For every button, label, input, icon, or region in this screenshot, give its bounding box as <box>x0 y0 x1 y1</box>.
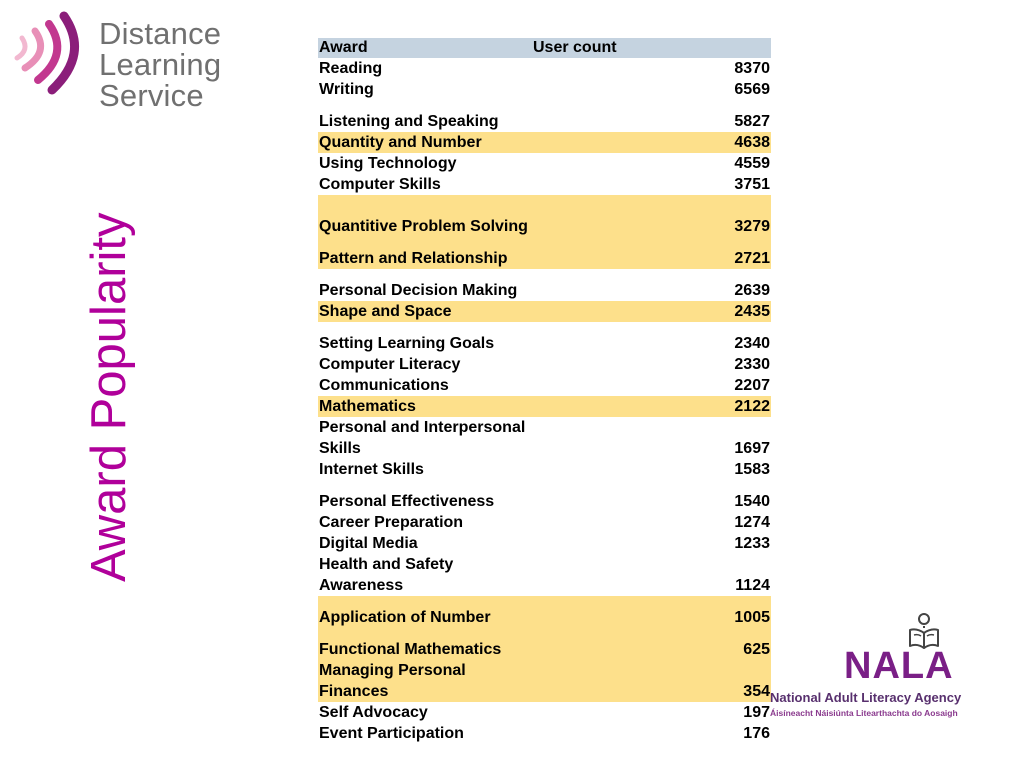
distance-learning-service-logo <box>12 10 232 113</box>
table-row <box>318 459 771 480</box>
table-row <box>318 596 771 628</box>
award-name: Setting Learning Goals <box>319 335 495 352</box>
award-name: Quantitive Problem Solving <box>318 195 533 237</box>
award-name: Digital Media <box>319 535 418 552</box>
award-name: Self Advocacy <box>319 704 428 721</box>
dls-logo-line-1: Distance <box>99 16 222 51</box>
award-name: Reading <box>319 60 383 77</box>
table-row <box>318 58 771 79</box>
dls-logo-line-2: Learning <box>99 47 222 82</box>
award-name: Writing <box>319 81 374 98</box>
table-row <box>318 195 771 237</box>
user-count: 6569 <box>734 81 770 98</box>
nala-english-name: National Adult Literacy Agency <box>770 690 962 705</box>
user-count: 1274 <box>734 514 770 531</box>
user-count: 1583 <box>734 461 770 478</box>
user-count: 354 <box>533 660 771 702</box>
table-row <box>318 660 771 702</box>
user-count: 2330 <box>734 356 770 373</box>
user-count: 5827 <box>734 113 770 130</box>
table-row <box>318 375 771 396</box>
dls-arcs-icon <box>12 10 92 100</box>
user-count: 197 <box>743 704 770 721</box>
table-row <box>318 533 771 554</box>
user-count: 3279 <box>533 195 771 237</box>
table-row <box>318 480 771 512</box>
award-name: Pattern and Relationship <box>318 237 533 269</box>
user-count: 2122 <box>533 396 771 417</box>
table-row <box>318 723 771 744</box>
award-name: Career Preparation <box>319 514 464 531</box>
table-row <box>318 132 771 153</box>
table-row <box>318 554 771 596</box>
user-count: 1124 <box>735 577 770 594</box>
award-name: Functional Mathematics <box>318 628 533 660</box>
table-row <box>318 417 771 459</box>
award-name: Using Technology <box>319 155 457 172</box>
award-table <box>318 38 771 744</box>
table-row <box>318 396 771 417</box>
user-count: 625 <box>533 628 771 660</box>
table-row <box>318 512 771 533</box>
user-count: 2207 <box>734 377 770 394</box>
table-row <box>318 301 771 322</box>
award-name: Personal and Interpersonal Skills <box>319 419 526 457</box>
award-name: Computer Literacy <box>319 356 461 373</box>
nala-acronym: NALA <box>844 645 954 687</box>
table-row <box>318 322 771 354</box>
user-count: 2639 <box>734 282 770 299</box>
user-count: 1233 <box>734 535 770 552</box>
award-name: Managing Personal Finances <box>318 660 533 702</box>
award-name: Shape and Space <box>318 301 533 322</box>
award-name: Personal Decision Making <box>319 282 518 299</box>
user-count: 4559 <box>734 155 770 172</box>
table-body <box>318 58 771 744</box>
user-count: 4638 <box>533 132 771 153</box>
user-count: 1005 <box>533 596 771 628</box>
table-row <box>318 153 771 174</box>
nala-irish-name: Áisíneacht Náisiúnta Litearthachta do Aosaigh <box>770 708 958 718</box>
user-count: 1540 <box>734 493 770 510</box>
user-count: 3751 <box>734 176 770 193</box>
table-row <box>318 100 771 132</box>
table-row <box>318 237 771 269</box>
award-name: Listening and Speaking <box>319 113 499 130</box>
page-title: Award Popularity <box>82 212 136 582</box>
table-row <box>318 354 771 375</box>
dls-logo-line-3: Service <box>99 78 204 113</box>
table-row <box>318 269 771 301</box>
user-count: 2435 <box>533 301 771 322</box>
user-count: 2721 <box>533 237 771 269</box>
user-count: 176 <box>743 725 770 742</box>
award-name: Quantity and Number <box>318 132 533 153</box>
header-award: Award <box>318 38 533 58</box>
user-count: 2340 <box>734 335 770 352</box>
table-row <box>318 702 771 723</box>
user-count: 8370 <box>734 60 770 77</box>
award-name: Application of Number <box>318 596 533 628</box>
table-row <box>318 79 771 100</box>
award-name: Internet Skills <box>319 461 424 478</box>
header-user-count: User count <box>533 38 771 58</box>
nala-logo <box>762 612 962 722</box>
award-name: Mathematics <box>318 396 533 417</box>
user-count: 1697 <box>734 440 770 457</box>
award-name: Communications <box>319 377 449 394</box>
award-name: Health and Safety Awareness <box>319 556 454 594</box>
table-row <box>318 628 771 660</box>
award-name: Computer Skills <box>319 176 441 193</box>
award-name: Event Participation <box>319 725 464 742</box>
table-row <box>318 174 771 195</box>
table-header-row <box>318 38 771 58</box>
dls-logo-text <box>99 18 221 111</box>
award-name: Personal Effectiveness <box>319 493 495 510</box>
